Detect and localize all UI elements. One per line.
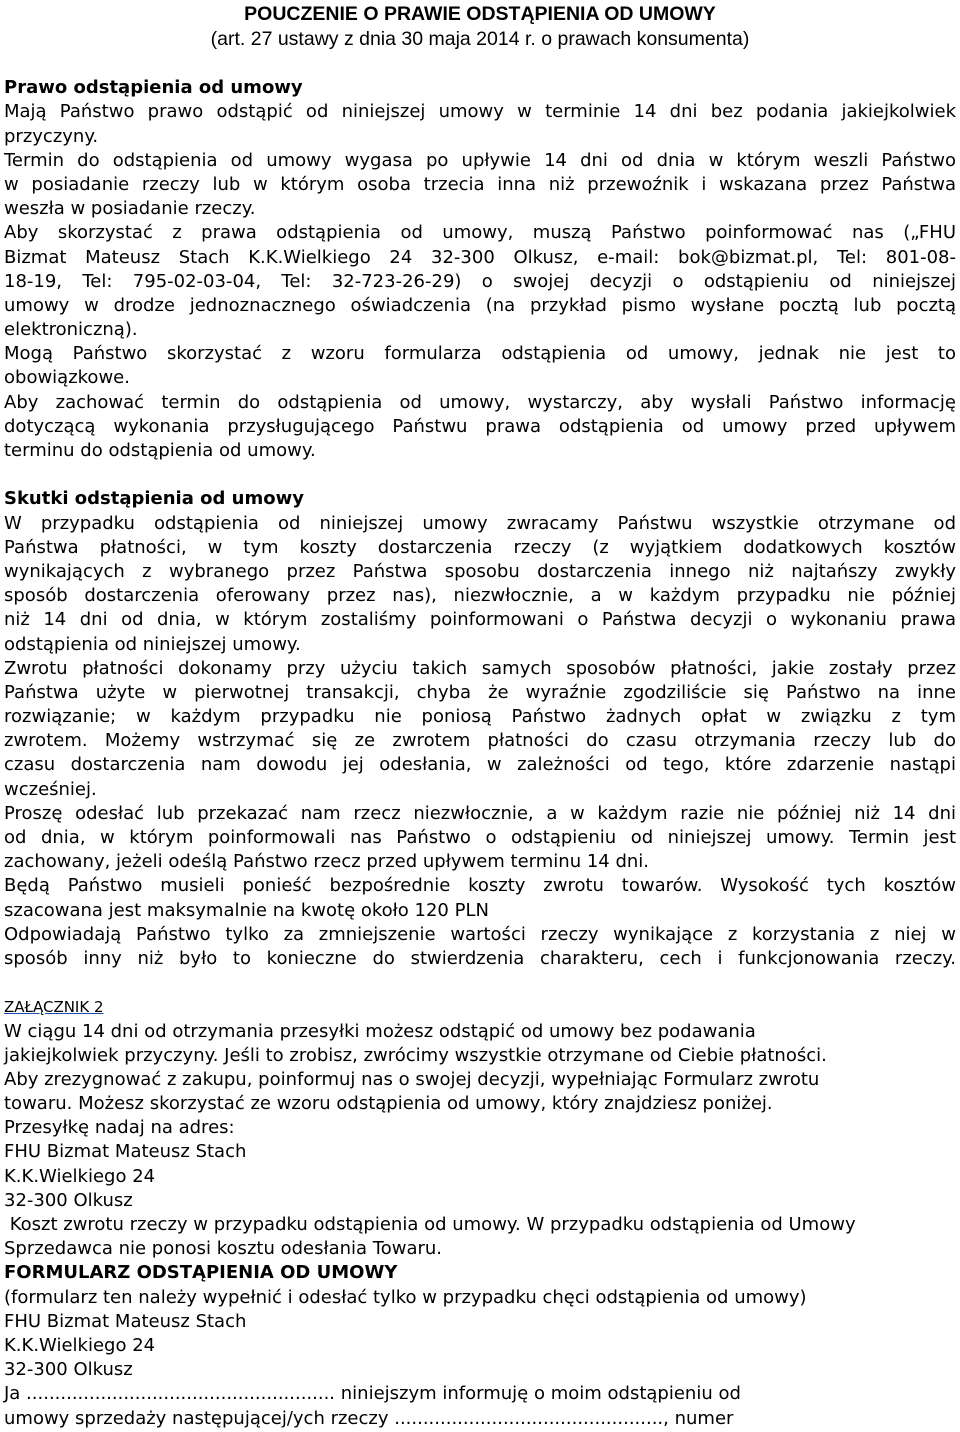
text-line: szacowana jest maksymalnie na kwotę około 120 PLN <box>4 899 489 921</box>
section-heading-withdrawal-right: Prawo odstąpienia od umowy <box>4 77 303 99</box>
text-line: Państwa płatności, w tym koszty dostarczenia rzeczy (z wyjątkiem dodatkowych kosztów <box>4 536 956 558</box>
text-line: jakiejkolwiek przyczyny. Jeśli to zrobisz, zwrócimy wszystkie otrzymane od Ciebie płatności. <box>4 1044 827 1066</box>
text-line: Koszt zwrotu rzeczy w przypadku odstąpienia od umowy. W przypadku odstąpienia od Umowy <box>4 1214 856 1235</box>
text-line: niż 14 dni od dnia, w którym zostaliśmy poinformowani o Państwa decyzji o wykonaniu prawa <box>4 609 956 631</box>
text-line: Aby zrezygnować z zakupu, poinformuj nas o swojej decyzji, wypełniając Formularz zwrotu <box>4 1068 820 1090</box>
text-line: Przesyłkę nadaj na adres: <box>4 1117 235 1139</box>
text-line-with-email: Bizmat Mateusz Stach K.K.Wielkiego 24 32-300 Olkusz, e-mail: bok@bizmat.pl, Tel: 801-08- <box>4 246 956 268</box>
text-line: sposób dostarczenia oferowany przez nas), niezwłocznie, a w każdym przypadku nie później <box>4 585 956 607</box>
text-line: Termin do odstąpienia od umowy wygasa po upływie 14 dni od dnia w którym weszli Państwo <box>4 149 956 171</box>
text-line: przyczyny. <box>4 125 99 147</box>
text-line: dotyczącą wykonania przysługującego Państwu prawa odstąpienia od umowy przed upływem <box>4 415 956 437</box>
document-header <box>0 2 960 52</box>
document-title: POUCZENIE O PRAWIE ODSTĄPIENIA OD UMOWY <box>244 3 716 25</box>
text-line: Aby zachować termin do odstąpienia od umowy, wystarczy, aby wysłali Państwo informację <box>4 391 956 413</box>
text-line: weszła w posiadanie rzeczy. <box>4 198 256 220</box>
text-line: Sprzedawca nie ponosi kosztu odesłania Towaru. <box>4 1238 443 1260</box>
address-street: K.K.Wielkiego 24 <box>4 1165 156 1187</box>
text-line: odstąpienia od niniejszej umowy. <box>4 633 301 655</box>
text-line: wynikających z wybranego przez Państwa sposobu dostarczenia innego niż najtańszy zwykły <box>4 560 956 582</box>
address-city: 32-300 Olkusz <box>4 1359 133 1381</box>
text-line: od dnia, w którym poinformowali nas Państwo o odstąpieniu od niniejszej umowy. Termin jest <box>4 827 956 848</box>
address-company: FHU Bizmat Mateusz Stach <box>4 1141 247 1163</box>
form-fill-line: umowy sprzedaży następującej/ych rzeczy ..............................................., numer <box>4 1407 734 1429</box>
text-line: wcześniej. <box>4 778 97 800</box>
form-fill-line: Ja ...................................................... niniejszym informuję o moim odstąpieniu od <box>4 1383 741 1405</box>
text-line: towaru. Możesz skorzystać ze wzoru odstąpienia od umowy, który znajdziesz poniżej. <box>4 1093 773 1115</box>
text-line: rozwiązanie; w każdym przypadku nie poniosą Państwo żadnych opłat w związku z tym <box>4 706 956 728</box>
address-street: K.K.Wielkiego 24 <box>4 1334 156 1356</box>
text-line: Będą Państwo musieli ponieść bezpośrednie koszty zwrotu towarów. Wysokość tych kosztów <box>4 875 956 897</box>
spacer <box>4 52 956 76</box>
text-line: zwrotem. Możemy wstrzymać się ze zwrotem płatności do czasu otrzymania rzeczy lub do <box>4 730 956 752</box>
text-line: w posiadanie rzeczy lub w którym osoba trzecia inna niż przewoźnik i wskazana przez Państwa <box>4 173 956 195</box>
text-line: Aby skorzystać z prawa odstąpienia od umowy, muszą Państwo poinformować nas („FHU <box>4 222 956 244</box>
text-line: zachowany, jeżeli odeślą Państwo rzecz przed upływem terminu 14 dni. <box>4 851 650 873</box>
text-line: W ciągu 14 dni od otrzymania przesyłki możesz odstąpić od umowy bez podawania <box>4 1020 756 1042</box>
address-city: 32-300 Olkusz <box>4 1189 133 1211</box>
text-line: Państwa użyte w pierwotnej transakcji, chyba że wyraźnie zgodziliście się Państwo na inne <box>4 681 956 703</box>
document-body <box>0 52 960 1431</box>
text-line: elektroniczną). <box>4 319 138 341</box>
text-line: czasu dostarczenia nam dowodu jej odesłania, w zależności od tego, które zdarzenie nastąpi <box>4 754 956 776</box>
text-line: terminu do odstąpienia od umowy. <box>4 440 316 461</box>
spacer <box>4 971 956 995</box>
text-line: umowy w drodze jednoznacznego oświadczenia (na przykład pismo wysłane pocztą lub pocztą <box>4 294 956 316</box>
text-line: Proszę odesłać lub przekazać nam rzecz niezwłocznie, a w każdym razie nie później niż 14 dni <box>4 802 956 824</box>
form-heading: FORMULARZ ODSTĄPIENIA OD UMOWY <box>4 1262 398 1284</box>
attachment-heading: ZAŁĄCZNIK 2 <box>4 998 104 1017</box>
spacer <box>4 463 956 487</box>
text-line: obowiązkowe. <box>4 367 130 389</box>
address-company: FHU Bizmat Mateusz Stach <box>4 1310 247 1332</box>
text-line: Mogą Państwo skorzystać z wzoru formularza odstąpienia od umowy, jednak nie jest to <box>4 343 956 365</box>
text-line: Zwrotu płatności dokonamy przy użyciu takich samych sposobów płatności, jakie zostały przez <box>4 657 956 679</box>
section-heading-withdrawal-effects: Skutki odstąpienia od umowy <box>4 488 304 510</box>
text-line: Odpowiadają Państwo tylko za zmniejszenie wartości rzeczy wynikające z korzystania z niej w <box>4 923 956 945</box>
text-line: Mają Państwo prawo odstąpić od niniejszej umowy w terminie 14 dni bez podania jakiejkolwiek <box>4 101 956 123</box>
text-line: 18-19, Tel: 795-02-03-04, Tel: 32-723-26-29) o swojej decyzji o odstąpieniu od niniejszej <box>4 270 956 292</box>
text-line: W przypadku odstąpienia od niniejszej umowy zwracamy Państwu wszystkie otrzymane od <box>4 512 956 534</box>
document-subtitle: (art. 27 ustawy z dnia 30 maja 2014 r. o prawach konsumenta) <box>210 28 750 50</box>
text-line: (formularz ten należy wypełnić i odesłać tylko w przypadku chęci odstąpienia od umowy) <box>4 1286 807 1308</box>
text-line: sposób inny niż było to konieczne do stwierdzenia charakteru, cech i funkcjonowania rzeczy. <box>4 947 956 969</box>
